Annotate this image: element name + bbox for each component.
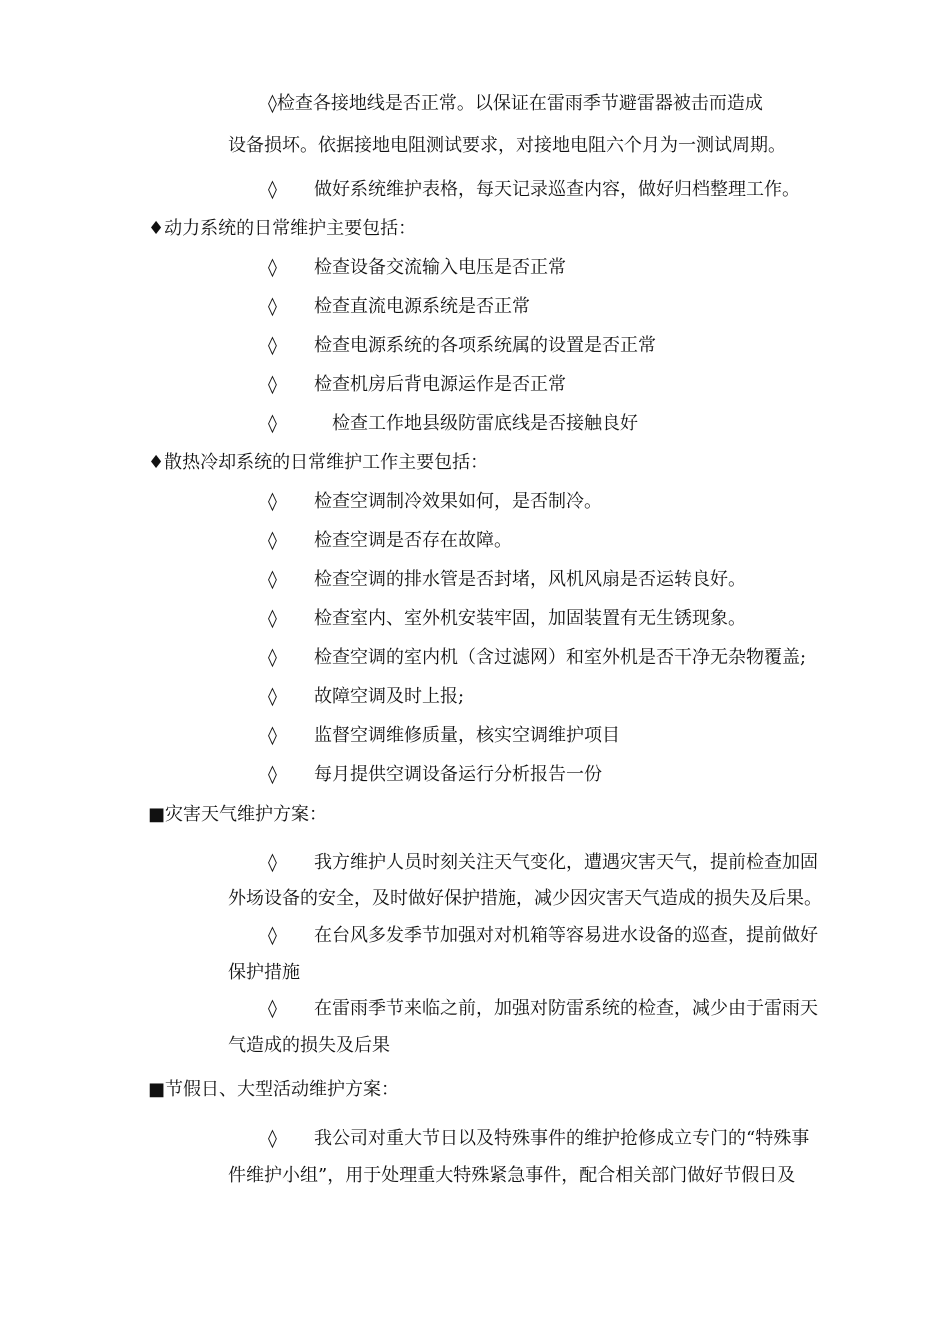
list-item-text: 监督空调维修质量，核实空调维护项目	[314, 725, 620, 746]
diamond-icon: ◊	[268, 764, 277, 785]
list-item-text: 检查电源系统的各项系统属的设置是否正常	[314, 335, 656, 356]
diamond-icon: ◊	[268, 686, 277, 707]
list-item	[268, 334, 277, 358]
list-item-text: 检查空调是否存在故障。	[314, 530, 512, 551]
list-item-text: 做好系统维护表格，每天记录巡查内容，做好归档整理工作。	[314, 179, 800, 200]
diamond-icon: ◊	[268, 257, 277, 278]
diamond-icon: ◊	[268, 1128, 277, 1149]
list-item-text: 检查空调的排水管是否封堵，风机风扇是否运转良好。	[314, 569, 746, 590]
diamond-icon: ◊	[268, 296, 277, 317]
diamond-icon: ◊	[268, 374, 277, 395]
list-item	[268, 724, 277, 748]
diamond-icon: ◊	[268, 647, 277, 668]
diamond-icon: ◊	[268, 491, 277, 512]
list-item-text: 检查直流电源系统是否正常	[314, 296, 530, 317]
list-item-text: 在台风多发季节加强对对机箱等容易进水设备的巡查，提前做好	[314, 925, 818, 946]
diamond-icon: ◊	[268, 335, 277, 356]
list-item-text: 检查空调的室内机（含过滤网）和室外机是否干净无杂物覆盖;	[314, 647, 807, 668]
list-item-text: 检查室内、室外机安装牢固，加固装置有无生锈现象。	[314, 608, 746, 629]
text-line: 设备损坏。依据接地电阻测试要求，对接地电阻六个月为一测试周期。	[228, 135, 786, 156]
list-item	[268, 529, 277, 553]
list-item-text: 在雷雨季节来临之前，加强对防雷系统的检查，减少由于雷雨天	[314, 998, 818, 1019]
list-item-text: 我公司对重大节日以及特殊事件的维护抢修成立专门的“特殊事	[314, 1128, 810, 1149]
diamond-icon: ◊	[268, 179, 277, 200]
diamond-icon: ◊	[268, 725, 277, 746]
list-item	[268, 685, 277, 709]
diamond-icon: ◊	[268, 530, 277, 551]
list-item-text: 检查设备交流输入电压是否正常	[314, 257, 566, 278]
list-item	[268, 295, 277, 319]
section-heading: ♦动力系统的日常维护主要包括：	[148, 218, 417, 239]
text-line: 气造成的损失及后果	[228, 1035, 390, 1056]
list-item	[268, 607, 277, 631]
diamond-icon: ◊	[268, 413, 277, 434]
diamond-icon: ◊	[268, 569, 277, 590]
list-item	[268, 924, 277, 948]
list-item	[268, 178, 277, 202]
bullet-icon: ♦	[148, 452, 165, 473]
list-item-text: 故障空调及时上报;	[314, 686, 465, 707]
list-item	[268, 763, 277, 787]
section-heading: ■灾害天气维护方案：	[148, 804, 328, 825]
list-item-text: 我方维护人员时刻关注天气变化，遭遇灾害天气，提前检查加固	[314, 852, 818, 873]
list-item	[268, 490, 277, 514]
list-item	[268, 256, 277, 280]
list-item	[268, 568, 277, 592]
list-item-text: 检查机房后背电源运作是否正常	[314, 374, 566, 395]
text-line: 件维护小组”，用于处理重大特殊紧急事件，配合相关部门做好节假日及	[228, 1165, 796, 1186]
diamond-icon: ◊	[268, 998, 277, 1019]
list-item-text: 检查工作地县级防雷底线是否接触良好	[332, 413, 638, 434]
list-item	[268, 373, 277, 397]
list-item	[268, 997, 277, 1021]
section-heading: ■节假日、大型活动维护方案：	[148, 1079, 400, 1100]
diamond-icon: ◊	[268, 608, 277, 629]
diamond-icon: ◊	[268, 852, 277, 873]
text-line: 保护措施	[228, 962, 300, 983]
list-item	[268, 646, 277, 670]
list-item	[268, 851, 277, 875]
diamond-icon: ◊	[268, 925, 277, 946]
list-item	[268, 412, 277, 436]
bullet-icon: ♦	[148, 218, 165, 239]
section-heading: ♦散热冷却系统的日常维护工作主要包括：	[148, 452, 489, 473]
list-item-text: 每月提供空调设备运行分析报告一份	[314, 764, 602, 785]
text-line: ◊检查各接地线是否正常。以保证在雷雨季节避雷器被击而造成	[268, 93, 763, 114]
square-icon: ■	[148, 804, 166, 825]
square-icon: ■	[148, 1079, 166, 1100]
list-item-text: 检查空调制冷效果如何，是否制冷。	[314, 491, 602, 512]
text-line: 外场设备的安全，及时做好保护措施，减少因灾害天气造成的损失及后果。	[228, 888, 822, 909]
list-item	[268, 1127, 277, 1151]
